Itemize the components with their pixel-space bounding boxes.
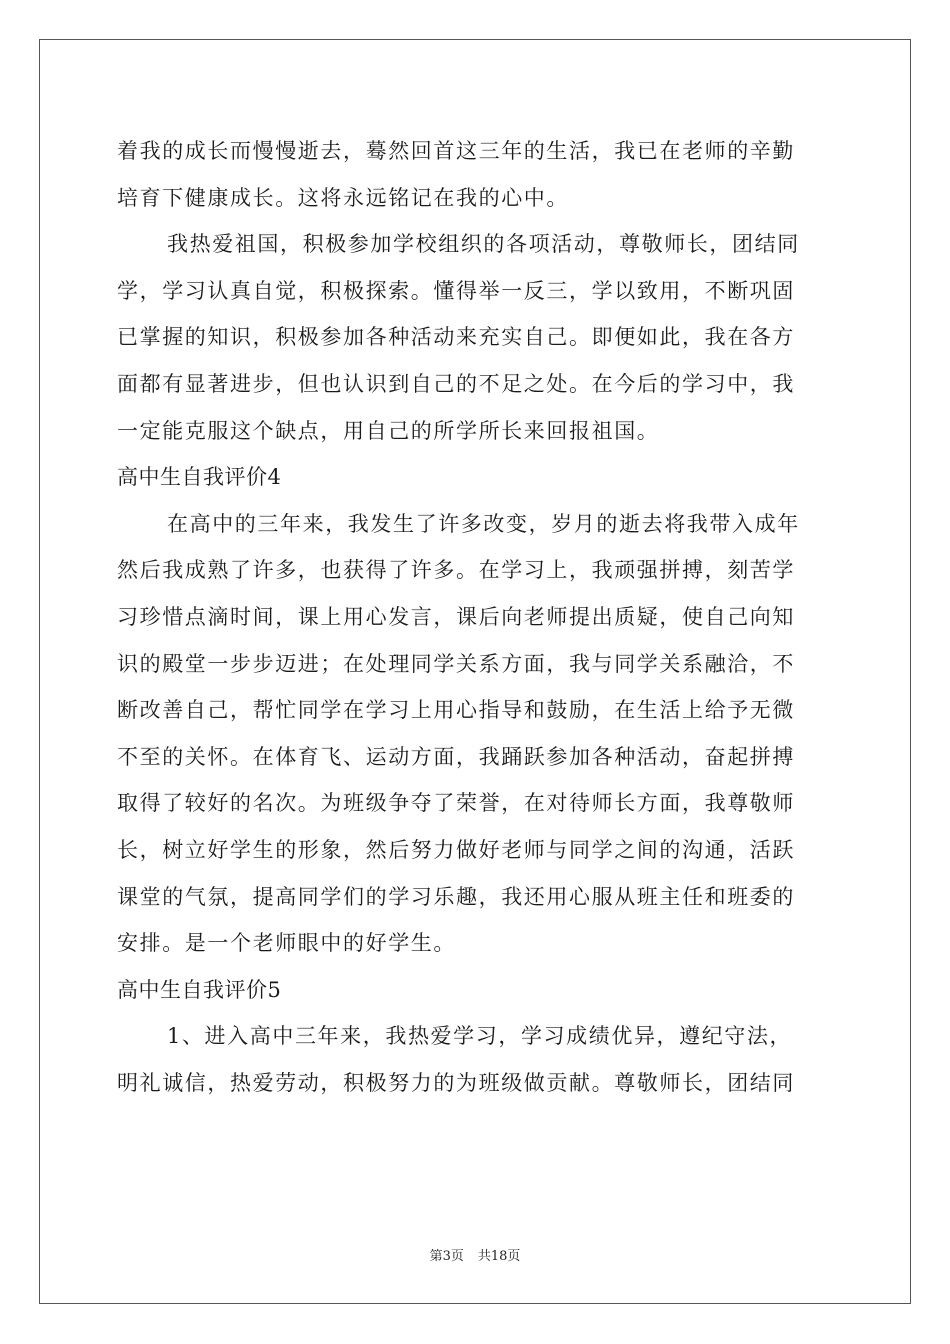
section-heading: 高中生自我评价4 [117, 465, 282, 490]
body-line: 不至的关怀。在体育飞、运动方面，我踊跃参加各种活动，奋起拼搏 [117, 744, 795, 769]
body-line: 然后我成熟了许多，也获得了许多。在学习上，我顽强拼搏，刻苦学 [117, 558, 795, 583]
paragraph-start-line: 我热爱祖国，积极参加学校组织的各项活动，尊敬师长，团结同 [167, 232, 800, 257]
paragraph-start-line: 1、进入高中三年来，我热爱学习，学习成绩优异，遵纪守法， [167, 1024, 793, 1049]
page-number: 第3页 [429, 1249, 464, 1264]
body-line: 面都有显著进步，但也认识到自己的不足之处。在今后的学习中，我 [117, 371, 795, 396]
page-footer [0, 1248, 950, 1266]
body-line: 断改善自己，帮忙同学在学习上用心指导和鼓励，在生活上给予无微 [117, 698, 795, 723]
body-line: 习珍惜点滴时间，课上用心发言，课后向老师提出质疑，使自己向知 [117, 604, 795, 629]
body-line: 学，学习认真自觉，积极探索。懂得举一反三，学以致用，不断巩固 [117, 278, 795, 303]
body-line: 已掌握的知识，积极参加各种活动来充实自己。即便如此，我在各方 [117, 325, 795, 350]
section-heading: 高中生自我评价5 [117, 977, 282, 1002]
paragraph-start-line: 在高中的三年来，我发生了许多改变，岁月的逝去将我带入成年 [167, 511, 800, 536]
body-line: 一定能克服这个缺点，用自己的所学所长来回报祖国。 [117, 418, 660, 443]
body-line: 明礼诚信，热爱劳动，积极努力的为班级做贡献。尊敬师长，团结同 [117, 1070, 795, 1095]
body-line: 培育下健康成长。这将永远铭记在我的心中。 [117, 185, 569, 210]
document-body [117, 128, 833, 1106]
body-line: 着我的成长而慢慢逝去，蓦然回首这三年的生活，我已在老师的辛勤 [117, 139, 795, 163]
body-line: 长，树立好学生的形象，然后努力做好老师与同学之间的沟通，活跃 [117, 837, 795, 862]
body-line: 安排。是一个老师眼中的好学生。 [117, 931, 456, 956]
body-line: 课堂的气氛，提高同学们的学习乐趣，我还用心服从班主任和班委的 [117, 884, 795, 909]
body-line: 取得了较好的名次。为班级争夺了荣誉，在对待师长方面，我尊敬师 [117, 791, 795, 816]
page-total: 共18页 [477, 1249, 521, 1264]
body-line: 识的殿堂一步步迈进；在处理同学关系方面，我与同学关系融洽，不 [117, 651, 795, 676]
